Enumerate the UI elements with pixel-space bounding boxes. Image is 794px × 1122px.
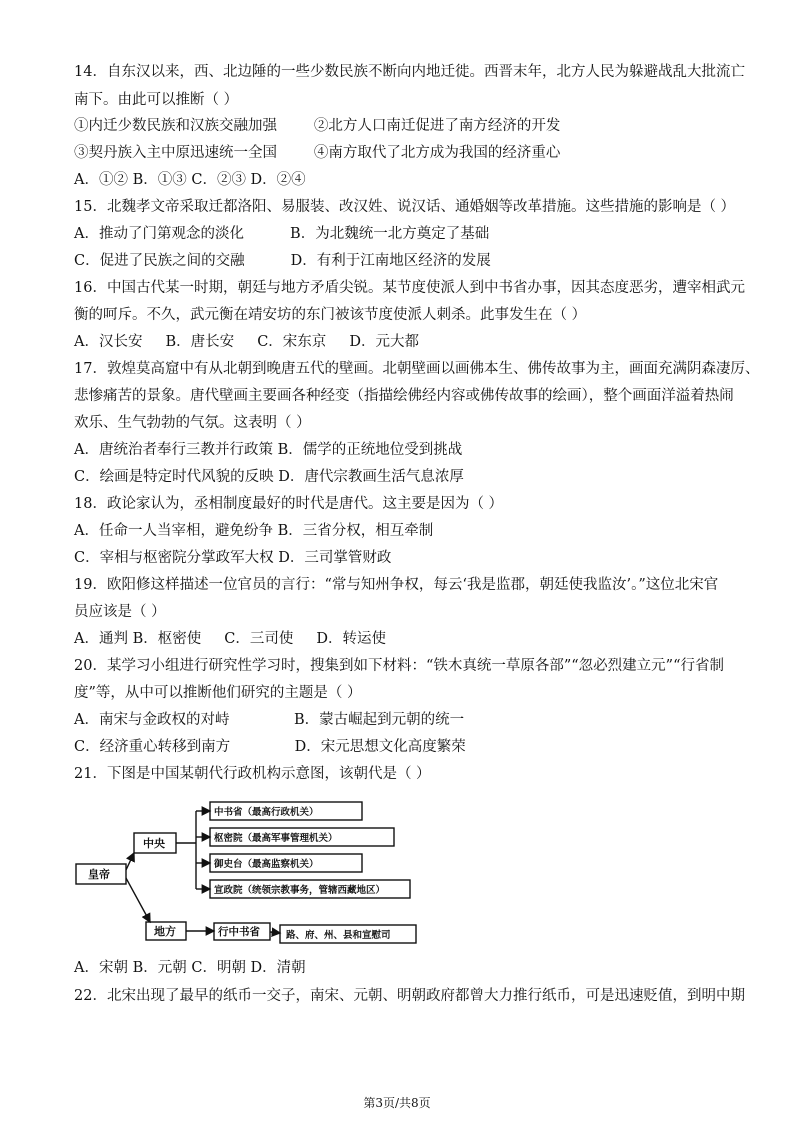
- q17-options-line2: C．绘画是特定时代风貌的反映 D．唐代宗教画生活气息浓厚: [74, 469, 464, 485]
- administrative-structure-diagram: [74, 796, 424, 948]
- q21-options: A．宋朝 B．元朝 C．明朝 D．清朝: [74, 960, 306, 976]
- q14-stem-line1: 14．自东汉以来，西、北边陲的一些少数民族不断向内地迁徙。西晋末年，北方人民为躲避战乱大批流亡: [74, 64, 745, 80]
- q14-items-line1: ①内迁少数民族和汉族交融加强 ②北方人口南迁促进了南方经济的开发: [74, 118, 561, 134]
- q20-stem-line2: 度”等，从中可以推断他们研究的主题是（ ）: [74, 685, 362, 701]
- xingsheng-label: 行中书省: [218, 926, 260, 938]
- q21-stem: 21．下图是中国某朝代行政机构示意图，该朝代是（ ）: [74, 766, 431, 782]
- q17-stem-line1: 17．敦煌莫高窟中有从北朝到晚唐五代的壁画。北朝壁画以画佛本生、佛传故事为主，画面充满阴森凄厉、: [74, 361, 760, 377]
- q14-options: A．①② B．①③ C．②③ D．②④: [74, 172, 306, 188]
- xuanzheng-label: 宣政院（统领宗教事务，管辖西藏地区）: [214, 885, 386, 896]
- q18-options-line1: A．任命一人当宰相，避免纷争 B．三省分权，相互牵制: [74, 523, 434, 539]
- q16-stem-line2: 衡的呵斥。不久，武元衡在靖安坊的东门被该节度使派人刺杀。此事发生在（ ）: [74, 307, 587, 323]
- q18-options-line2: C．宰相与枢密院分掌政军大权 D．三司掌管财政: [74, 550, 392, 566]
- q15-stem: 15．北魏孝文帝采取迁都洛阳、易服装、改汉姓、说汉话、通婚姻等改革措施。这些措施的影响是（ ）: [74, 199, 736, 215]
- q22-stem-line1: 22．北宋出现了最早的纸币一交子，南宋、元朝、明朝政府都曾大力推行纸币，可是迅速贬值，到明中期: [74, 988, 745, 1004]
- zhongshu-label: 中书省（最高行政机关）: [214, 807, 319, 818]
- q17-stem-line2: 悲惨痛苦的景象。唐代壁画主要画各种经变（指描绘佛经内容或佛传故事的绘画），整个画面洋溢着热闹: [74, 388, 734, 404]
- q19-options: A．通判 B．枢密使 C．三司使 D．转运使: [74, 631, 387, 647]
- yushi-label: 御史台（最高监察机关）: [214, 859, 319, 870]
- q15-options-line2: C．促进了民族之间的交融 D．有利于江南地区经济的发展: [74, 253, 491, 269]
- q14-stem-line2: 南下。由此可以推断（ ）: [74, 92, 239, 108]
- q18-stem: 18．政论家认为，丞相制度最好的时代是唐代。这主要是因为（ ）: [74, 496, 504, 512]
- q15-options-line1: A．推动了门第观念的淡化 B．为北魏统一北方奠定了基础: [74, 226, 490, 242]
- emperor-label: 皇帝: [88, 868, 110, 881]
- page-number: 第3页/共8页: [363, 1096, 431, 1110]
- q20-options-line2: C．经济重心转移到南方 D．宋元思想文化高度繁荣: [74, 739, 466, 755]
- local-label: 地方: [154, 925, 176, 938]
- q20-options-line1: A．南宋与金政权的对峙 B．蒙古崛起到元朝的统一: [74, 712, 465, 728]
- q19-stem-line2: 员应该是（ ）: [74, 604, 166, 620]
- lower-label: 路、府、州、县和宣慰司: [286, 930, 391, 941]
- shumi-label: 枢密院（最高军事管理机关）: [214, 833, 338, 844]
- q16-stem-line1: 16．中国古代某一时期，朝廷与地方矛盾尖锐。某节度使派人到中书省办事，因其态度恶劣，遭宰相武元: [74, 280, 745, 296]
- q20-stem-line1: 20．某学习小组进行研究性学习时，搜集到如下材料：“铁木真统一草原各部”“忽必烈建立元”“行省制: [74, 658, 725, 674]
- q19-stem-line1: 19．欧阳修这样描述一位官员的言行：“常与知州争权，每云‘我是监郡，朝廷使我监汝’。”这位北宋官: [74, 577, 719, 593]
- q16-options: A．汉长安 B．唐长安 C．宋东京 D．元大都: [74, 334, 419, 350]
- central-label: 中央: [143, 837, 165, 850]
- q14-items-line2: ③契丹族入主中原迅速统一全国 ④南方取代了北方成为我国的经济重心: [74, 145, 561, 161]
- q17-stem-line3: 欢乐、生气勃勃的气氛。这表明（ ）: [74, 415, 311, 431]
- q17-options-line1: A．唐统治者奉行三教并行政策 B．儒学的正统地位受到挑战: [74, 442, 463, 458]
